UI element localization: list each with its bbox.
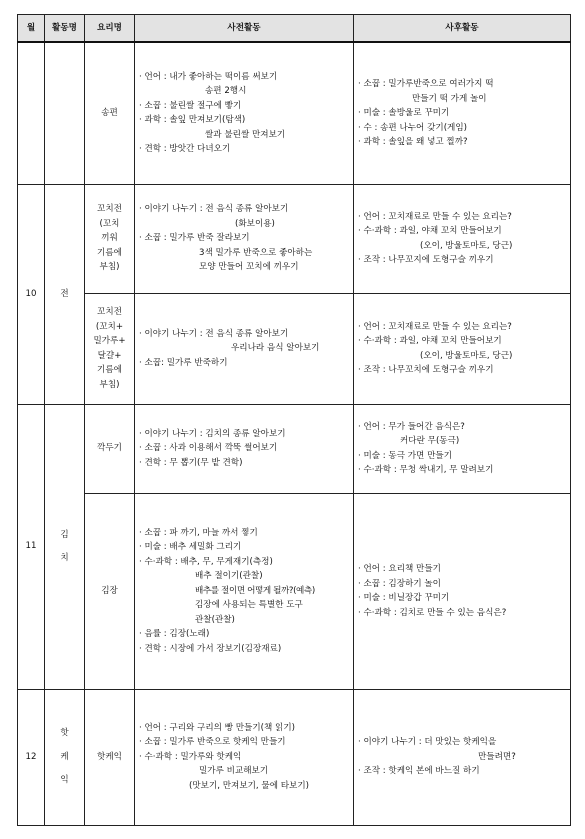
pre-activity-cell <box>135 293 354 404</box>
activity-cell: 전 <box>45 184 85 404</box>
table-row <box>18 493 571 689</box>
pre-line: · 소꿉 : 사과 이용해서 깍뚝 썰어보기 <box>139 443 278 454</box>
header-post-activity: 사후활동 <box>354 15 571 43</box>
post-line: · 언어 : 요리책 만들기 <box>358 564 441 574</box>
dish-line: (꼬치+ <box>95 321 124 332</box>
pre-line: · 견학 : 무 뽑기(무 밭 견학) <box>139 457 243 468</box>
post-line: · 조작 : 나무꼬지에 도형구슬 끼우기 <box>358 255 494 265</box>
dish-cell: 송편 <box>85 42 135 184</box>
table-row <box>18 293 571 404</box>
dish-cell: 김장 <box>85 493 135 689</box>
activity-cell <box>45 404 85 689</box>
dish-line: 밀가루+ <box>93 336 126 346</box>
pre-line: (화보이용) <box>235 218 275 229</box>
post-line: 만들기 떡 가게 놀이 <box>412 93 487 104</box>
month-cell: 12 <box>18 689 45 825</box>
dish-cell: 깍두기 <box>85 404 135 493</box>
post-line: · 미술 : 솔방울로 꾸미기 <box>358 108 450 118</box>
month-cell: 11 <box>18 404 45 689</box>
pre-line: 밀가루 비교해보기 <box>199 766 269 777</box>
pre-line: 쌀과 불린쌀 만져보기 <box>205 129 286 140</box>
post-activity-cell <box>354 689 571 825</box>
post-line: · 수 : 송편 나누어 갖기(게임) <box>358 122 468 133</box>
cooking-activity-table <box>17 14 571 826</box>
dish-cell <box>85 184 135 293</box>
header-activity: 활동명 <box>45 15 85 43</box>
post-line: · 이야기 나누기 : 더 맛있는 핫케익을 <box>358 737 497 748</box>
post-line: · 언어 : 꼬치재료로 만들 수 있는 요리는? <box>358 211 512 222</box>
post-line: (오이, 방울토마토, 당근) <box>420 240 513 251</box>
pre-line: · 소꿉: 밀가루 반죽하기 <box>139 357 228 368</box>
activity-char: 익 <box>60 775 69 786</box>
pre-line: · 이야기 나누기 : 전 음식 종류 알아보기 <box>139 204 289 215</box>
post-activity-cell <box>354 293 571 404</box>
pre-line: · 음률 : 김장(노래) <box>139 629 210 640</box>
pre-activity-cell <box>135 42 354 184</box>
pre-line: 3색 밀가루 반죽으로 좋아하는 <box>199 247 313 258</box>
pre-line: · 견학 : 시장에 가서 장보기(김장재료) <box>139 643 282 654</box>
post-line: · 과학 : 솔잎을 왜 넣고 찔까? <box>358 137 468 147</box>
pre-line: · 언어 : 내가 좋아하는 떡이름 써보기 <box>139 71 278 82</box>
activity-cell <box>45 42 85 184</box>
header-row <box>18 15 571 43</box>
pre-line: 김장에 사용되는 특별한 도구 <box>195 600 303 611</box>
pre-line: · 이야기 나누기 : 전 음식 종류 알아보기 <box>139 328 289 339</box>
month-cell: 10 <box>18 184 45 404</box>
post-activity-cell <box>354 184 571 293</box>
pre-line: 송편 2행시 <box>205 86 247 97</box>
table-row <box>18 42 571 184</box>
pre-line: 관찰(관찰) <box>195 614 235 625</box>
post-line: 만들려면? <box>478 751 516 762</box>
post-line: 커다란 무(동극) <box>400 436 460 446</box>
post-line: (오이, 방울토마토, 당근) <box>420 350 513 361</box>
dish-line: 부침) <box>99 262 120 273</box>
pre-activity-cell <box>135 689 354 825</box>
pre-line: · 견학 : 방앗간 다녀오기 <box>139 144 231 155</box>
pre-line: · 수·과학 : 밀가루와 핫케익 <box>139 751 242 762</box>
dish-line: 기름에 <box>97 365 122 375</box>
activity-char: 케 <box>60 751 69 762</box>
pre-line: · 소꿉 : 밀가루 반죽 잘라보기 <box>139 233 250 244</box>
pre-line: · 소꿉 : 파 까기, 마늘 까서 찧기 <box>139 527 258 538</box>
post-activity-cell <box>354 493 571 689</box>
table-row <box>18 404 571 493</box>
post-line: · 수·과학 : 과일, 야채 꼬치 만들어보기 <box>358 226 502 236</box>
dish-line: 끼워 <box>101 233 118 244</box>
dish-line: 달걀+ <box>97 350 122 361</box>
dish-line: 부침) <box>99 379 120 390</box>
post-line: · 언어 : 무가 들어간 음식은? <box>358 421 465 432</box>
pre-line: · 수·과학 : 배추, 무, 무게재기(측정) <box>139 556 273 567</box>
post-line: · 미술 : 비닐장갑 꾸미기 <box>358 593 450 603</box>
pre-line: 우리나라 음식 알아보기 <box>231 343 320 354</box>
pre-line: · 미술 : 배추 세밀화 그리기 <box>139 542 242 553</box>
post-line: · 언어 : 꼬치재료로 만들 수 있는 요리는? <box>358 321 512 332</box>
pre-activity-cell <box>135 493 354 689</box>
pre-line: 모양 만들어 꼬치에 끼우기 <box>199 262 299 273</box>
post-line: · 수·과학 : 김치로 만들 수 있는 음식은? <box>358 607 507 618</box>
dish-line: 기름에 <box>97 247 122 258</box>
pre-line: · 소꿉 : 불린쌀 절구에 빻기 <box>139 100 242 111</box>
table-row <box>18 184 571 293</box>
pre-line: · 과학 : 솔잎 만져보기(탐색) <box>139 115 246 126</box>
header-month: 월 <box>18 15 45 43</box>
post-line: · 미술 : 동극 가면 만들기 <box>358 450 453 461</box>
dish-cell: 핫케익 <box>85 689 135 825</box>
post-line: · 소꿉 : 밀가루반죽으로 여러가지 떡 <box>358 79 494 89</box>
post-line: · 수·과학 : 무청 싹내기, 무 말려보기 <box>358 465 494 475</box>
header-pre-activity: 사전활동 <box>135 15 354 43</box>
pre-activity-cell <box>135 404 354 493</box>
post-line: · 조작 : 핫케익 본에 바느질 하기 <box>358 766 480 777</box>
activity-char: 김 <box>60 529 69 540</box>
dish-line: 꼬치전 <box>97 307 122 317</box>
post-activity-cell <box>354 42 571 184</box>
post-line: · 수·과학 : 과일, 야채 꼬치 만들어보기 <box>358 336 502 346</box>
header-dish: 요리명 <box>85 15 135 43</box>
pre-line: · 이야기 나누기 : 김치의 종류 알아보기 <box>139 428 286 439</box>
dish-cell <box>85 293 135 404</box>
dish-line: 꼬치전 <box>97 204 122 215</box>
pre-line: · 소꿉 : 밀가루 반죽으로 핫케익 만들기 <box>139 737 286 748</box>
table-row <box>18 689 571 825</box>
post-line: · 조작 : 나무꼬치에 도형구슬 끼우기 <box>358 365 494 375</box>
month-cell <box>18 42 45 184</box>
dish-line: (꼬치 <box>99 218 120 229</box>
pre-line: · 언어 : 구리와 구리의 빵 만들기(책 읽기) <box>139 722 295 733</box>
pre-activity-cell <box>135 184 354 293</box>
activity-cell <box>45 689 85 825</box>
activity-char: 핫 <box>60 728 69 739</box>
post-line: · 소꿉 : 김장하기 놀이 <box>358 578 441 589</box>
activity-char: 치 <box>60 553 69 563</box>
pre-line: 배추 절이기(관찰) <box>195 571 263 582</box>
pre-line: (맛보기, 만져보기, 물에 타보기) <box>189 780 309 791</box>
post-activity-cell <box>354 404 571 493</box>
pre-line: 배추를 절이면 어떻게 될까?(예측) <box>195 585 315 596</box>
